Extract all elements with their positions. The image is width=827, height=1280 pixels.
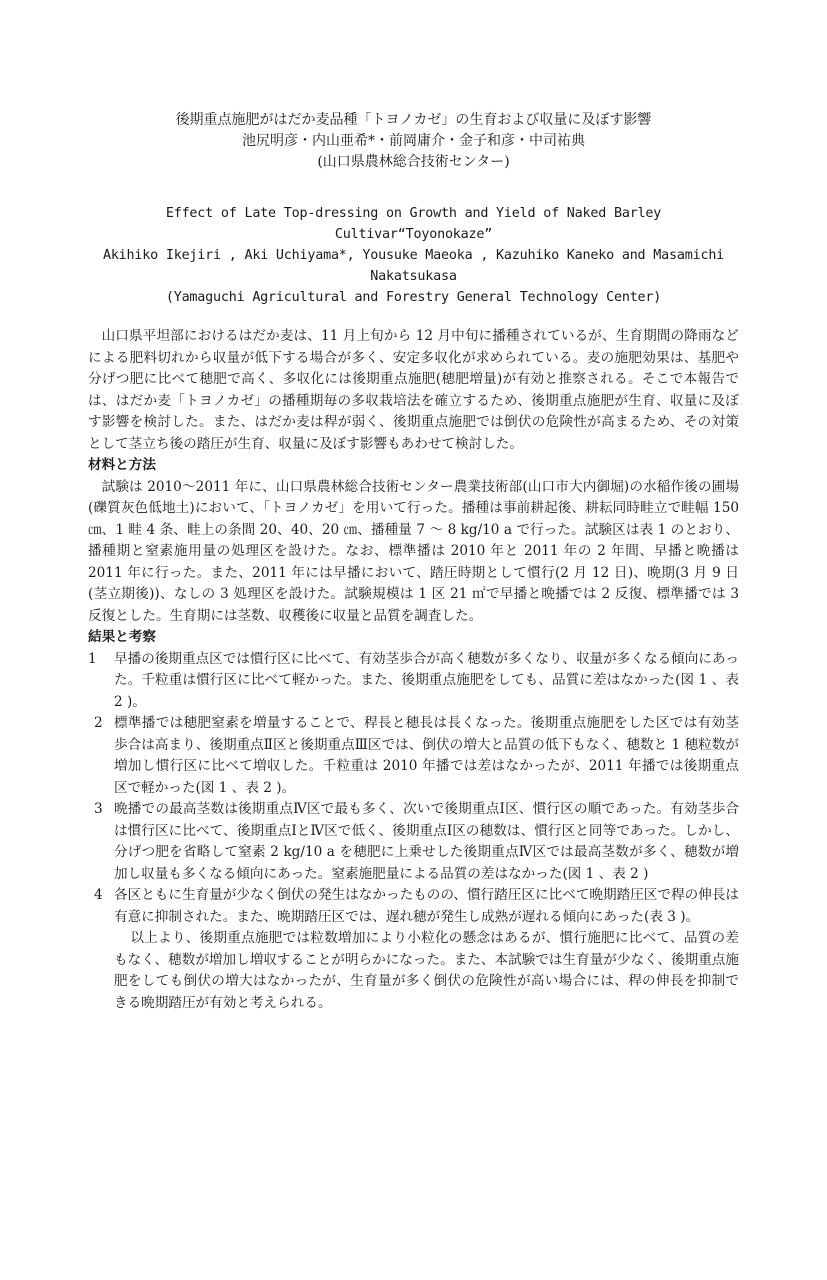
paper-body xyxy=(88,326,739,1014)
japanese-header xyxy=(88,110,739,173)
methods-paragraph: 試験は 2010〜2011 年に、山口県農林総合技術センター農業技術部(山口市大内御堀)の水稲作後の圃場(礫質灰色低地土)において、「トヨノカゼ」を用いて行った。播種は事前耕起後、耕耘同時畦立で畦幅 150 ㎝、1 畦 4 条、畦上の条間 20、40、20 ㎝、播種量 7 〜 8 kg/10 a で行った。試験区は表 1 のとおり、播種期と窒素施用量の処理区を設けた。なお、標準播は 2010 年と 2011 年の 2 年間、早播と晩播は 2011 年に行った。また、2011 年には早播において、踏圧時期として慣行(2 月 12 日)、晩期(3 月 9 日(茎立期後))、なしの 3 処理区を設けた。試験規模は 1 区 21 ㎡で早播と晩播では 2 反復、標準播では 3 反復とした。生育期には茎数、収穫後に収量と品質を調査した。 xyxy=(88,478,739,624)
affiliation-ja: (山口県農林総合技術センター) xyxy=(317,154,510,170)
result-item xyxy=(88,713,739,799)
conclusion-paragraph: 以上より、後期重点施肥では粒数増加により小粒化の懸念はあるが、慣行施肥に比べて、品質の差もなく、穂数が増加し増収することが明らかになった。また、本試験では生育量が少なく、後期重点施肥をしても倒伏の増大はなかったが、生育量が多く倒伏の危険性が高い場合には、稈の伸長を抑制できる晩期踏圧が有効と考えられる。 xyxy=(114,930,739,1011)
result-item xyxy=(88,799,739,885)
intro-paragraph: 山口県平坦部におけるはだか麦は、11 月上旬から 12 月中旬に播種されているが、生育期間の降雨などによる肥料切れから収量が低下する場合が多く、安定多収化が求められている。麦の施肥効果は、基肥や分げつ肥に比べて穂肥で高く、多収化には後期重点施肥(穂肥増量)が有効と推察される。そこで本報告では、はだか麦「トヨノカゼ」の播種期毎の多収栽培法を確立するため、後期重点施肥が生育、収量に及ぼす影響を検討した。また、はだか麦は稈が弱く、後期重点施肥では倒伏の危険性が高まるため、その対策として茎立ち後の踏圧が生育、収量に及ぼす影響もあわせて検討した。 xyxy=(88,328,739,452)
result-item-text: 早播の後期重点区では慣行区に比べて、有効茎歩合が高く穂数が多くなり、収量が多くなる傾向にあった。千粒重は慣行区に比べて軽かった。また、後期重点施肥をしても、品質に差はなかった(図 1 、表 2 )。 xyxy=(114,650,739,710)
english-header xyxy=(88,203,739,308)
result-item-number: 3 xyxy=(94,801,103,817)
methods-heading: 材料と方法 xyxy=(88,457,156,473)
result-item-number: 1 xyxy=(88,650,97,667)
authors-en: Akihiko Ikejiri , Aki Uchiyama*, Yousuke Maeoka , Kazuhiko Kaneko and Masamichi Nakatsukasa xyxy=(102,248,725,284)
result-item-text: 各区ともに生育量が少なく倒伏の発生はなかったものの、慣行踏圧区に比べて晩期踏圧区で稈の伸長は有意に抑制された。また、晩期踏圧区では、遅れ穂が発生し成熟が遅れる傾向にあった(表 3 )。 xyxy=(114,887,739,925)
result-item-number: 2 xyxy=(94,715,103,731)
title-ja: 後期重点施肥がはだか麦品種「トヨノカゼ」の生育および収量に及ぼす影響 xyxy=(175,112,652,128)
paper-page xyxy=(0,110,827,1280)
result-item-number: 4 xyxy=(94,887,103,903)
result-item-text: 晩播での最高茎数は後期重点Ⅳ区で最も多く、次いで後期重点Ⅰ区、慣行区の順であった。有効茎歩合は慣行区に比べて、後期重点ⅠとⅣ区で低く、後期重点Ⅰ区の穂数は、慣行区と同等であった。しかし、分げつ肥を省略して窒素 2 kg/10 a を穂肥に上乗せした後期重点Ⅳ区では最高茎数が多く、穂数が増加し収量も多くなる傾向にあった。窒素施肥量による品質の差はなかった(図 1 、表 2 ) xyxy=(114,801,739,882)
result-item xyxy=(88,649,739,714)
results-heading: 結果と考察 xyxy=(88,629,156,645)
authors-ja: 池尻明彦・内山亜希*・前岡庸介・金子和彦・中司祐典 xyxy=(242,133,585,149)
result-item xyxy=(88,885,739,928)
result-item-text: 標準播では穂肥窒素を増量することで、稈長と穂長は長くなった。後期重点施肥をした区では有効茎歩合は高まり、後期重点Ⅱ区と後期重点Ⅲ区では、倒伏の増大と品質の低下もなく、穂数と 1 穂粒数が増加し慣行区に比べて増収した。千粒重は 2010 年播では差はなかったが、2011 年播では後期重点区で軽かった(図 1 、表 2 )。 xyxy=(114,715,739,796)
title-en: Effect of Late Top-dressing on Growth and Yield of Naked Barley Cultivar“Toyonokaze” xyxy=(165,206,662,242)
affiliation-en: (Yamaguchi Agricultural and Forestry General Technology Center) xyxy=(165,290,662,305)
